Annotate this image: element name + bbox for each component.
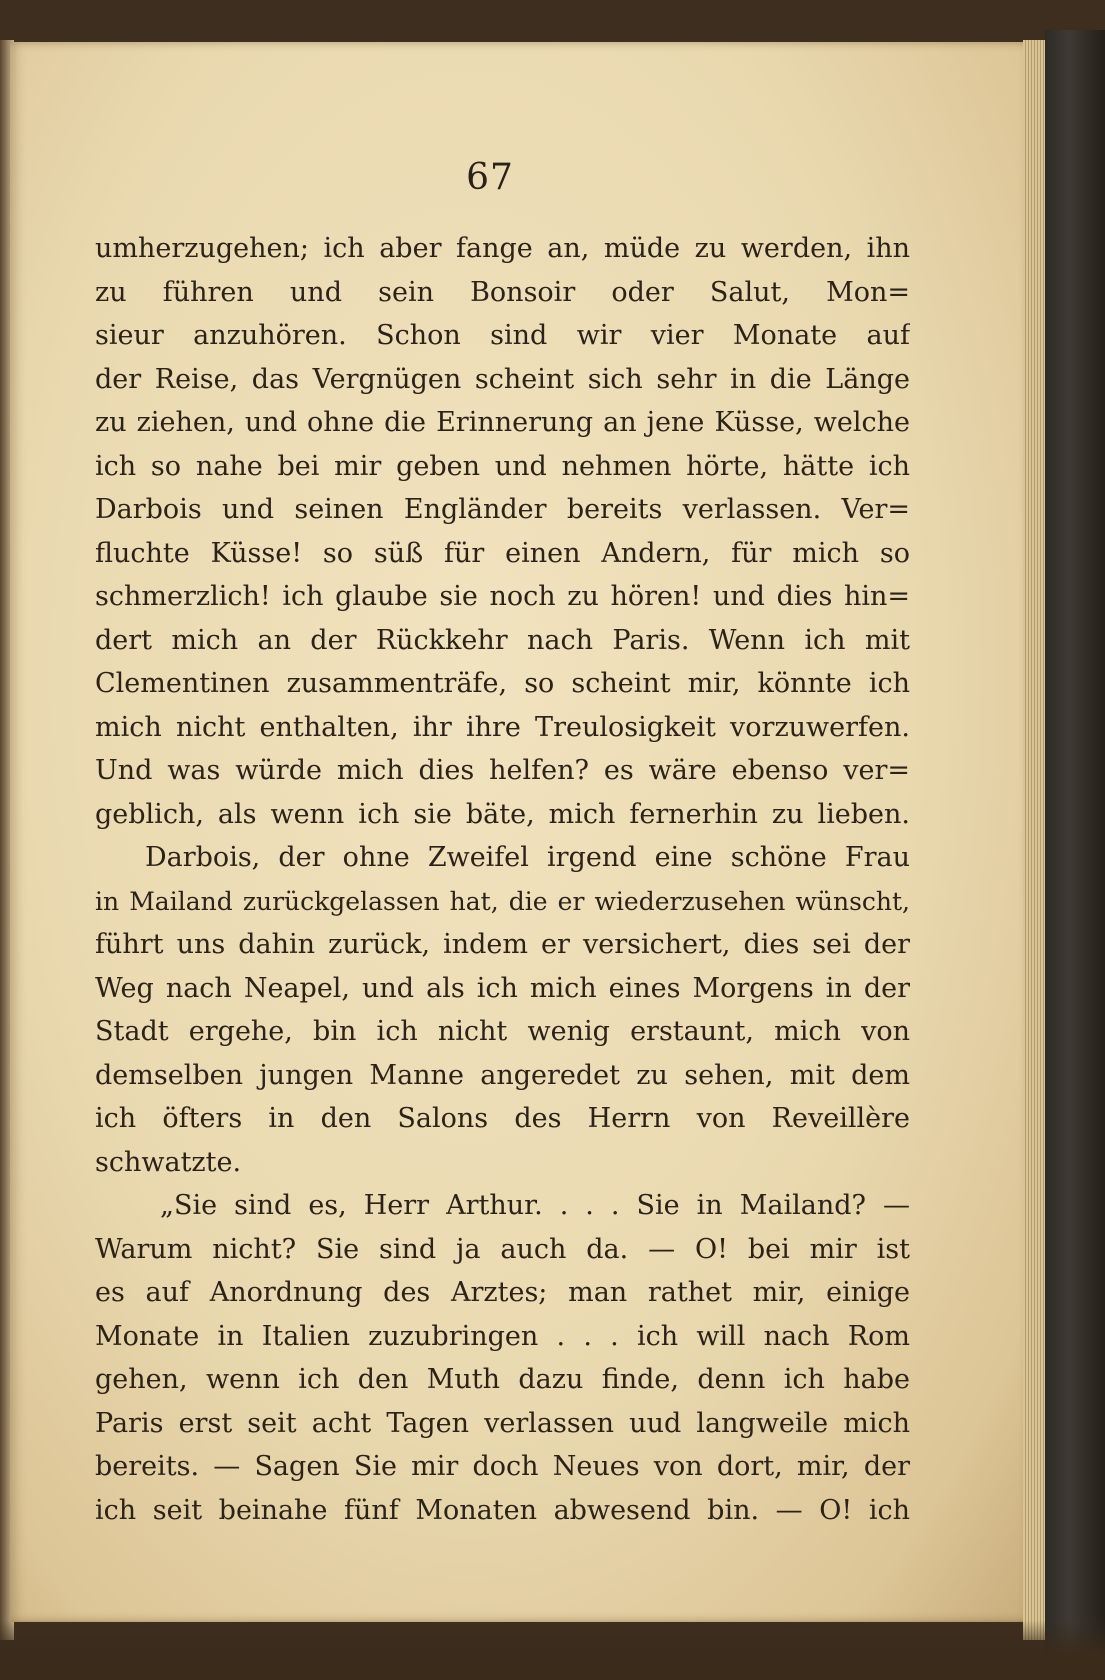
- text-line: führt uns dahin zurück, indem er versichert, dies sei der: [95, 929, 910, 960]
- text-line: ich öfters in den Salons des Herrn von Reveillère: [95, 1103, 910, 1134]
- text-line: dert mich an der Rückkehr nach Paris. Wenn ich mit: [95, 624, 910, 656]
- text-line: schmerzlich! ich glaube sie noch zu hören! und dies hin=: [95, 581, 910, 612]
- text-line: umherzugehen; ich aber fange an, müde zu werden, ihn: [95, 233, 910, 264]
- text-line: Und was würde mich dies helfen? es wäre ebenso ver=: [95, 755, 910, 786]
- page-edges: [1023, 40, 1045, 1640]
- text-line: Monate in Italien zuzubringen . . . ich will nach Rom: [95, 1320, 910, 1352]
- text-line: Darbois und seinen Engländer bereits verlassen. Ver=: [95, 494, 910, 525]
- text-line: zu ziehen, und ohne die Erinnerung an jene Küsse, welche: [95, 407, 910, 438]
- text-line: Paris erst seit acht Tagen verlassen uud langweile mich: [95, 1407, 910, 1439]
- text-line: sieur anzuhören. Schon sind wir vier Monate auf: [95, 320, 910, 351]
- text-line: der Reise, das Vergnügen scheint sich sehr in die Länge: [95, 363, 910, 395]
- text-line: mich nicht enthalten, ihr ihre Treulosigkeit vorzuwerfen.: [95, 711, 910, 743]
- text-line: fluchte Küsse! so süß für einen Andern, für mich so: [95, 537, 910, 569]
- text-line: demselben jungen Manne angeredet zu sehen, mit dem: [95, 1059, 910, 1091]
- text-line: Darbois, der ohne Zweifel irgend eine schöne Frau: [145, 842, 910, 873]
- text-line: ich seit beinahe fünf Monaten abwesend bin. — O! ich: [95, 1494, 910, 1526]
- text-line: Warum nicht? Sie sind ja auch da. — O! bei mir ist: [95, 1233, 910, 1265]
- body-text: [95, 227, 910, 1532]
- text-line: Clementinen zusammenträfe, so scheint mir, könnte ich: [95, 668, 910, 699]
- book-cover-edge: [1045, 30, 1105, 1680]
- text-line: „Sie sind es, Herr Arthur. . . . Sie in Mailand? —: [160, 1190, 910, 1221]
- text-line: schwatzte.: [95, 1146, 242, 1178]
- book-page: [10, 42, 1030, 1622]
- text-line: gehen, wenn ich den Muth dazu finde, denn ich habe: [95, 1364, 910, 1395]
- page-number: 67: [466, 157, 514, 198]
- text-line: Stadt ergehe, bin ich nicht wenig erstaunt, mich von: [95, 1016, 910, 1047]
- text-line: ich so nahe bei mir geben und nehmen hörte, hätte ich: [95, 450, 910, 482]
- text-line: geblich, als wenn ich sie bäte, mich fernerhin zu lieben.: [95, 798, 910, 830]
- text-line: Weg nach Neapel, und als ich mich eines Morgens in der: [95, 972, 910, 1004]
- bottom-shadow: [0, 1620, 1105, 1680]
- text-line: in Mailand zurückgelassen hat, die er wiederzusehen wünscht,: [95, 886, 910, 916]
- text-line: bereits. — Sagen Sie mir doch Neues von dort, mir, der: [95, 1451, 910, 1482]
- text-line: zu führen und sein Bonsoir oder Salut, Mon=: [95, 276, 910, 308]
- text-line: es auf Anordnung des Arztes; man rathet mir, einige: [95, 1277, 910, 1308]
